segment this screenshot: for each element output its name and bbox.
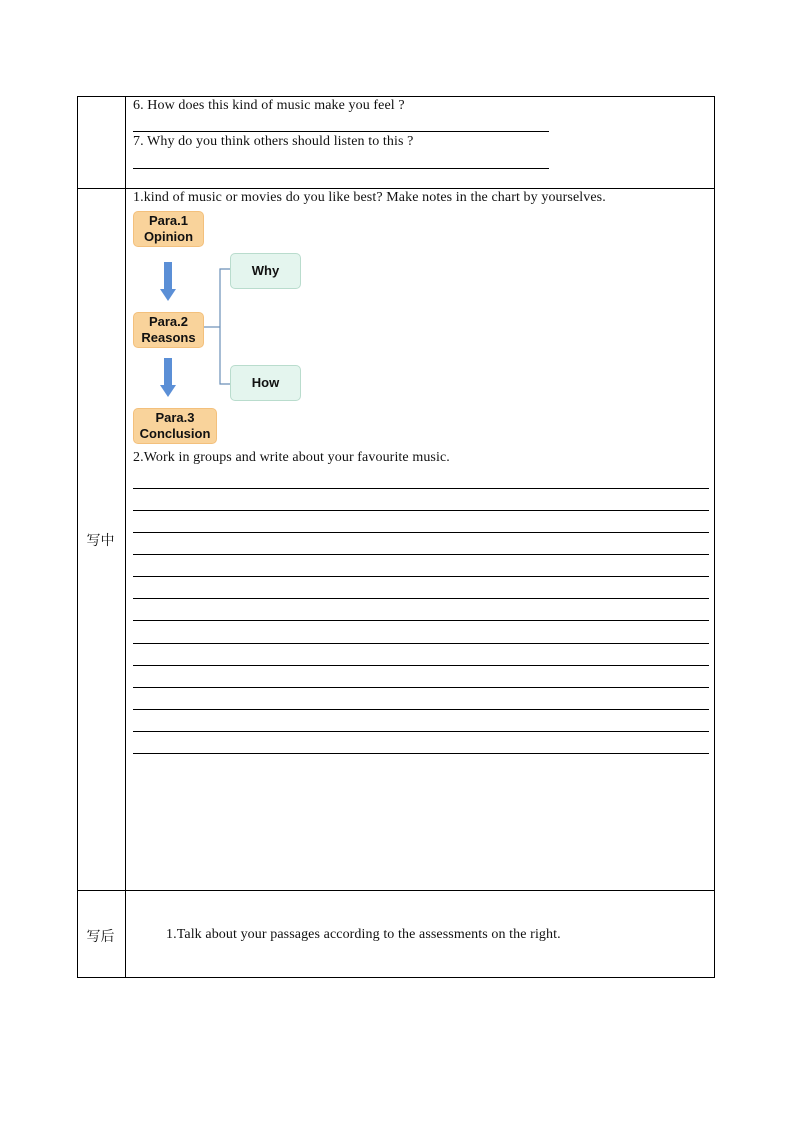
row-label-while: 写中 xyxy=(86,533,115,549)
answer-line-7[interactable] xyxy=(133,168,549,169)
para1-opinion-box xyxy=(133,211,204,247)
row-label-post: 写后 xyxy=(86,929,115,945)
question-6: 6. How does this kind of music make you feel ? xyxy=(133,98,405,113)
writing-line[interactable] xyxy=(133,665,709,666)
writing-line[interactable] xyxy=(133,709,709,710)
post-task-1: 1.Talk about your passages according to the assessments on the right. xyxy=(166,927,561,942)
column-divider xyxy=(125,97,126,977)
writing-line[interactable] xyxy=(133,576,709,577)
writing-line[interactable] xyxy=(133,598,709,599)
writing-line[interactable] xyxy=(133,554,709,555)
para2-reasons-box xyxy=(133,312,204,348)
para2-title: Para.2 xyxy=(148,314,189,329)
how-label: How xyxy=(251,375,280,390)
writing-line[interactable] xyxy=(133,488,709,489)
why-box xyxy=(230,253,301,289)
para2-sub: Reasons xyxy=(141,330,196,345)
row-divider-1 xyxy=(78,188,714,189)
para3-conclusion-box xyxy=(133,408,217,444)
task-2-instruction: 2.Work in groups and write about your favourite music. xyxy=(133,450,450,465)
down-arrow-icon xyxy=(160,358,176,398)
para3-title: Para.3 xyxy=(155,410,195,425)
answer-line-6[interactable] xyxy=(133,131,549,132)
writing-line[interactable] xyxy=(133,620,709,621)
para1-title: Para.1 xyxy=(148,213,189,228)
writing-line[interactable] xyxy=(133,753,709,754)
down-arrow-icon xyxy=(160,262,176,302)
writing-line[interactable] xyxy=(133,532,709,533)
writing-line[interactable] xyxy=(133,687,709,688)
para3-sub: Conclusion xyxy=(139,426,211,441)
question-7: 7. Why do you think others should listen to this ? xyxy=(133,134,414,149)
writing-line[interactable] xyxy=(133,510,709,511)
how-box xyxy=(230,365,301,401)
writing-line[interactable] xyxy=(133,643,709,644)
task-1-instruction: 1.kind of music or movies do you like best? Make notes in the chart by yourselves. xyxy=(133,190,606,205)
row-divider-2 xyxy=(78,890,714,891)
writing-line[interactable] xyxy=(133,731,709,732)
para1-sub: Opinion xyxy=(143,229,194,244)
why-label: Why xyxy=(251,263,280,278)
